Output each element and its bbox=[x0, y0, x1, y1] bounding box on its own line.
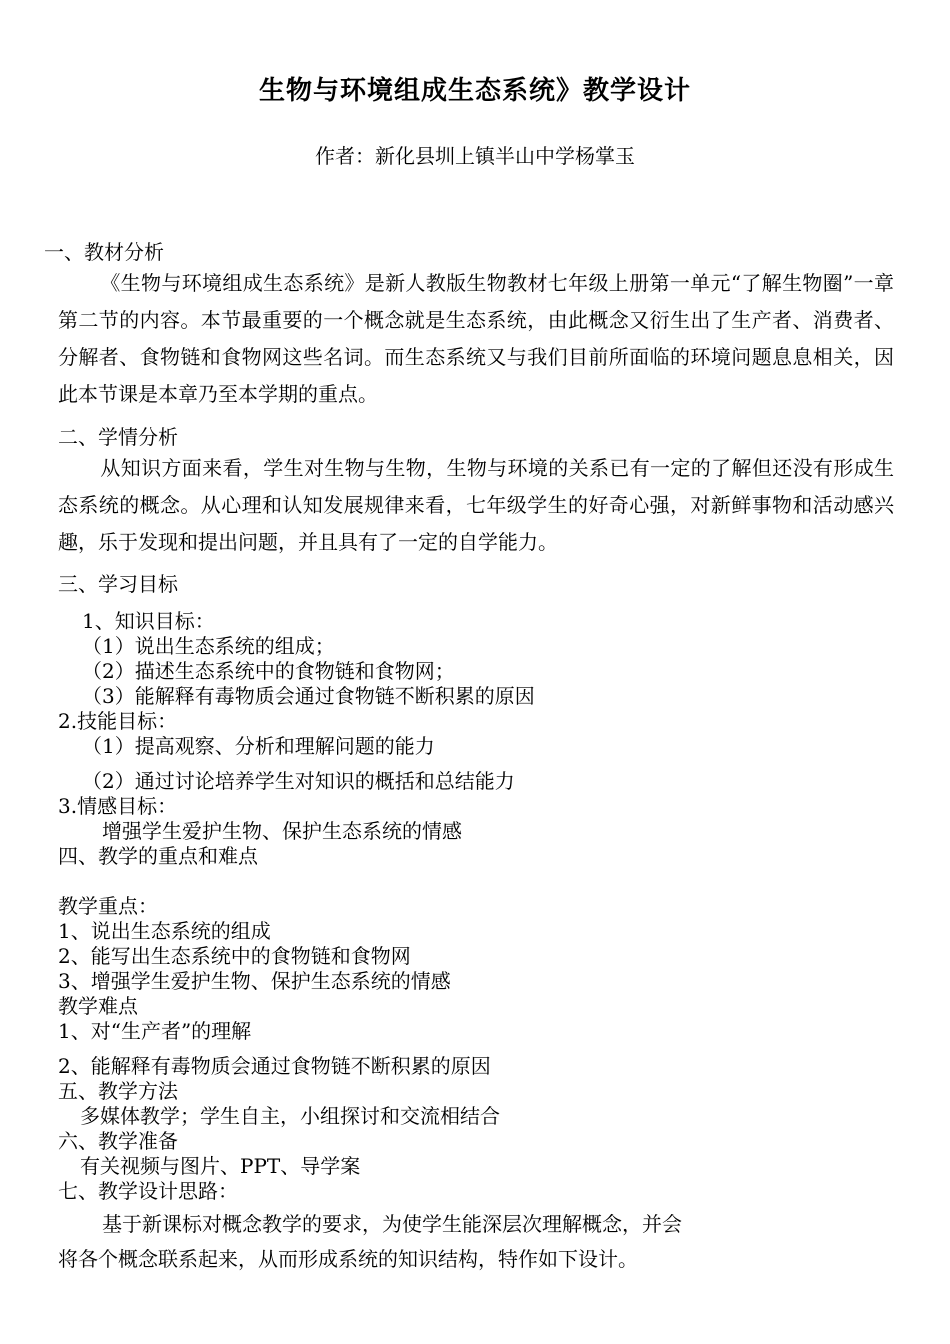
section-7-line-2: 将各个概念联系起来，从而形成系统的知识结构，特作如下设计。 bbox=[58, 1247, 638, 1271]
key-points-label: 教学重点： bbox=[58, 894, 158, 918]
section-2-heading: 二、学情分析 bbox=[58, 425, 178, 449]
section-3-heading: 三、学习目标 bbox=[58, 572, 178, 596]
author-line: 作者：新化县圳上镇半山中学杨掌玉 bbox=[315, 144, 635, 168]
section-2-text: 从知识方面来看，学生对生物与生物，生物与环境的关系已有一定的了解但还没有形成生态系统的概念。从心理和认知发展规律来看，七年级学生的好奇心强，对新鲜事物和活动感兴趣，乐于发现和提出问题，并且具有了一定的自学能力。 bbox=[58, 456, 894, 554]
section-1-text: 《生物与环境组成生态系统》是新人教版生物教材七年级上册第一单元“了解生物圈”一章第二节的内容。本节最重要的一个概念就是生态系统，由此概念又衍生出了生产者、消费者、分解者、食物链和食物网这些名词。而生态系统又与我们目前所面临的环境问题息息相关，因此本节课是本章乃至本学期的重点。 bbox=[58, 271, 894, 406]
knowledge-goal-2: （2）描述生态系统中的食物链和食物网； bbox=[82, 659, 455, 683]
key-point-2: 2、能写出生态系统中的食物链和食物网 bbox=[58, 944, 411, 968]
emotion-goal-1: 增强学生爱护生物、保护生态系统的情感 bbox=[102, 819, 462, 843]
section-1-paragraph bbox=[58, 265, 894, 413]
section-5-heading: 五、教学方法 bbox=[58, 1079, 178, 1103]
knowledge-goal-3: （3）能解释有毒物质会通过食物链不断积累的原因 bbox=[82, 684, 535, 708]
skill-goal-1: （1）提高观察、分析和理解问题的能力 bbox=[82, 734, 435, 758]
section-6-text: 有关视频与图片、PPT、导学案 bbox=[80, 1154, 361, 1178]
difficulty-2: 2、能解释有毒物质会通过食物链不断积累的原因 bbox=[58, 1054, 491, 1078]
emotion-goal-label: 3.情感目标： bbox=[58, 794, 178, 818]
document-title: 生物与环境组成生态系统》教学设计 bbox=[258, 76, 691, 106]
section-4-heading: 四、教学的重点和难点 bbox=[58, 844, 258, 868]
knowledge-goal-label: 1、知识目标： bbox=[82, 609, 215, 633]
difficulty-label: 教学难点 bbox=[58, 994, 138, 1018]
key-point-1: 1、说出生态系统的组成 bbox=[58, 919, 271, 943]
section-7-line-1: 基于新课标对概念教学的要求，为使学生能深层次理解概念，并会 bbox=[102, 1212, 682, 1236]
section-2-paragraph bbox=[58, 450, 894, 561]
section-6-heading: 六、教学准备 bbox=[58, 1129, 178, 1153]
section-7-heading: 七、教学设计思路： bbox=[58, 1179, 238, 1203]
section-1-heading: 一、教材分析 bbox=[44, 240, 164, 264]
skill-goal-label: 2.技能目标： bbox=[58, 709, 178, 733]
difficulty-1: 1、对“生产者”的理解 bbox=[58, 1019, 252, 1043]
knowledge-goal-1: （1）说出生态系统的组成； bbox=[82, 634, 335, 658]
key-point-3: 3、增强学生爱护生物、保护生态系统的情感 bbox=[58, 969, 451, 993]
skill-goal-2: （2）通过讨论培养学生对知识的概括和总结能力 bbox=[82, 769, 515, 793]
section-5-text: 多媒体教学；学生自主，小组探讨和交流相结合 bbox=[80, 1104, 500, 1128]
